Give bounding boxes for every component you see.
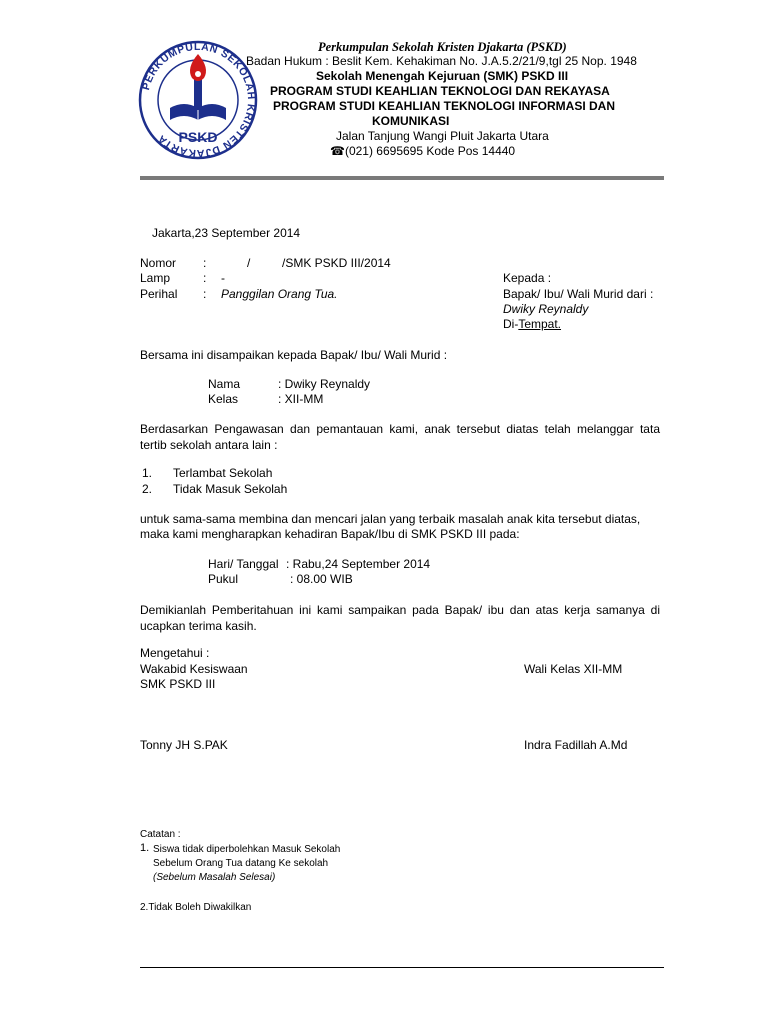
lamp-colon: : [203,271,207,285]
recipient-di: Di- [503,317,519,331]
violation-2-num: 2. [142,482,153,496]
pukul-value: : 08.00 WIB [290,572,353,586]
lamp-value: - [221,271,225,285]
body-paragraph-2-line-2: maka kami mengharapkan kehadiran Bapak/Ibu di SMK PSKD III pada: [140,527,520,541]
program-line-3: KOMUNIKASI [372,114,450,128]
violation-2-text: Tidak Masuk Sekolah [173,482,288,496]
nomor-label: Nomor [140,256,177,270]
hari-label: Hari/ Tanggal [208,557,279,571]
sign-left-title-2: SMK PSKD III [140,677,216,691]
body-paragraph-1: Berdasarkan Pengawasan dan pemantauan kami, anak tersebut diatas telah melanggar tata tertib sekolah antara lain : [140,422,660,452]
sign-right-name: Indra Fadillah A.Md [524,738,628,752]
sign-left-title-1: Wakabid Kesiswaan [140,662,248,676]
notes-item-1-line-3: (Sebelum Masalah Selesai) [153,872,276,883]
place-date: Jakarta,23 September 2014 [152,226,301,240]
perihal-value: Panggilan Orang Tua. [221,287,338,301]
recipient-location [503,317,561,331]
sign-left-name: Tonny JH S.PAK [140,738,228,752]
sign-right-title: Wali Kelas XII-MM [524,662,623,676]
program-line-2: PROGRAM STUDI KEAHLIAN TEKNOLOGI INFORMASI DAN [273,99,615,113]
pukul-label: Pukul [208,572,239,586]
nomor-value: /SMK PSKD III/2014 [282,256,391,270]
recipient-tempat: Tempat. [518,317,562,331]
phone-text: (021) 6695695 Kode Pos 14440 [344,144,516,158]
logo-ring-text: PERKUMPULAN SEKOLAH KRISTEN DJAKARTA [140,40,258,160]
hari-value: : Rabu,24 September 2014 [286,557,431,571]
school-name: Sekolah Menengah Kejuruan (SMK) PSKD III [316,69,569,83]
recipient-line: Bapak/ Ibu/ Wali Murid dari : [503,287,654,301]
nama-label: Nama [208,377,241,391]
nama-value: : Dwiky Reynaldy [278,377,371,391]
closing-paragraph: Demikianlah Pemberitahuan ini kami sampaikan pada Bapak/ ibu dan atas kerja samanya di ucapkan terima kasih. [140,603,660,633]
footer-divider [140,967,664,968]
lamp-label: Lamp [140,271,171,285]
address-line: Jalan Tanjung Wangi Pluit Jakarta Utara [336,129,549,143]
school-logo [136,38,260,162]
perihal-colon: : [203,287,207,301]
notes-item-1-num: 1. [140,842,150,854]
notes-item-1-line-2: Sebelum Orang Tua datang Ke sekolah [153,858,329,869]
notes-item-2: 2.Tidak Boleh Diwakilkan [140,902,252,913]
nomor-colon: : [203,256,207,270]
recipient-kepada: Kepada : [503,271,552,285]
notes-item-1-line-1: Siswa tidak diperbolehkan Masuk Sekolah [153,844,341,855]
header-divider [140,176,664,180]
phone-line [330,144,515,158]
recipient-name: Dwiky Reynaldy [503,302,589,316]
intro-text: Bersama ini disampaikan kepada Bapak/ Ibu/ Wali Murid : [140,348,448,362]
logo-initials: PSKD [178,129,218,145]
kelas-label: Kelas [208,392,239,406]
mengetahui-label: Mengetahui : [140,646,210,660]
nomor-slash: / [247,256,251,270]
kelas-value: : XII-MM [278,392,324,406]
perihal-label: Perihal [140,287,178,301]
organization-name: Perkumpulan Sekolah Kristen Djakarta (PSKD) [318,40,567,54]
notes-title: Catatan : [140,829,181,840]
telephone-icon: ☎ [330,144,345,158]
body-paragraph-2-line-1: untuk sama-sama membina dan mencari jalan yang terbaik masalah anak kita tersebut diatas, [140,512,641,526]
legal-line: Badan Hukum : Beslit Kem. Kehakiman No. J.A.5.2/21/9,tgl 25 Nop. 1948 [246,54,637,68]
violation-1-num: 1. [142,466,153,480]
violation-1-text: Terlambat Sekolah [173,466,273,480]
program-line-1: PROGRAM STUDI KEAHLIAN TEKNOLOGI DAN REKAYASA [270,84,610,98]
